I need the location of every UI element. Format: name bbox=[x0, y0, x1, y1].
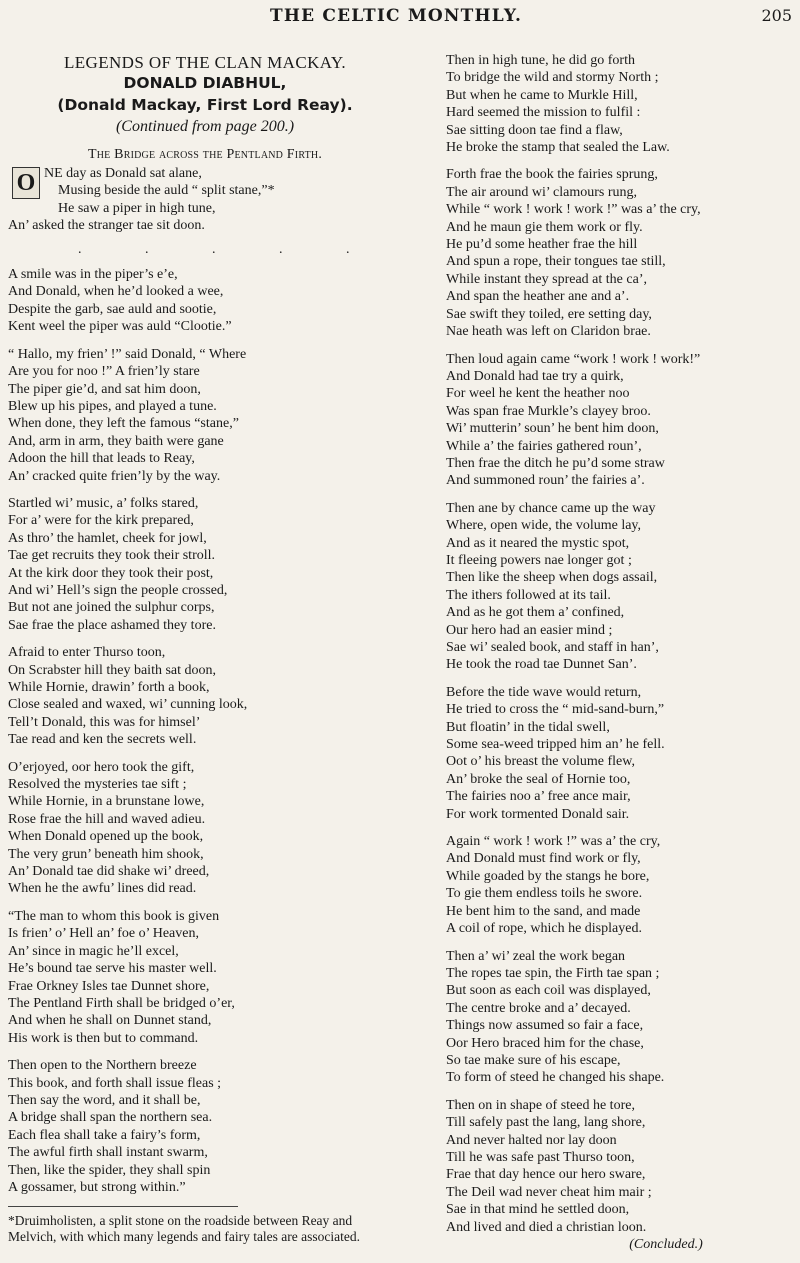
verse-line: A smile was in the piper’s e’e, bbox=[8, 267, 178, 283]
verse-line: Hard seemed the mission to fulfil : bbox=[446, 105, 641, 121]
verse-line: The centre broke and a’ decayed. bbox=[446, 1000, 631, 1016]
journal-title: THE CELTIC MONTHLY. bbox=[270, 6, 523, 26]
verse-line: Afraid to enter Thurso toon, bbox=[8, 645, 166, 661]
stanza-15 bbox=[446, 948, 796, 1087]
stanza-6 bbox=[8, 759, 402, 898]
verse-line: But soon as each coil was displayed, bbox=[446, 983, 651, 999]
article-name: DONALD DIABHUL, bbox=[123, 74, 287, 93]
verse-line: And spun a rope, their tongues tae still, bbox=[446, 254, 666, 270]
verse-line: Till safely past the lang, lang shore, bbox=[446, 1115, 646, 1131]
verse-line: And, arm in arm, they baith were gane bbox=[8, 433, 224, 449]
verse-line: Things now assumed so fair a face, bbox=[446, 1018, 644, 1034]
stanza-14 bbox=[446, 833, 796, 937]
verse-line: Sae swift they toiled, ere setting day, bbox=[446, 306, 652, 322]
verse-line: To form of steed he changed his shape. bbox=[446, 1070, 665, 1086]
verse-line: Some sea-weed tripped him an’ he fell. bbox=[446, 737, 665, 753]
verse-line: Wi’ mutterin’ soun’ he bent him doon, bbox=[446, 421, 659, 437]
verse-line: Resolved the mysteries tae sift ; bbox=[8, 777, 187, 793]
verse-line: Despite the garb, sae auld and sootie, bbox=[8, 301, 217, 317]
verse-line: And Donald, when he’d looked a wee, bbox=[8, 284, 224, 300]
verse-line: Is frien’ o’ Hell an’ foe o’ Heaven, bbox=[8, 926, 199, 942]
verse-line: Close sealed and waxed, wi’ cunning look, bbox=[8, 697, 248, 713]
verse-line: But not ane joined the sulphur corps, bbox=[8, 600, 215, 616]
verse-line: His work is then but to command. bbox=[8, 1030, 199, 1046]
verse-line: The awful firth shall instant swarm, bbox=[8, 1145, 208, 1161]
verse-line: Tae read and ken the secrets well. bbox=[8, 732, 197, 748]
verse-line: The Deil wad never cheat him mair ; bbox=[446, 1184, 652, 1200]
verse-line: Frae that day hence our hero sware, bbox=[446, 1167, 646, 1183]
stanza-9 bbox=[446, 52, 796, 156]
stanza-1 bbox=[8, 165, 402, 235]
verse-line: And Donald must find work or fly, bbox=[446, 851, 641, 867]
verse-line: On Scrabster hill they baith sat doon, bbox=[8, 662, 217, 678]
verse-line: Oot o’ his breast the volume flew, bbox=[446, 754, 635, 770]
verse-line: It fleeing powers nae longer got ; bbox=[446, 552, 632, 568]
verse-line: For weel he kent the heather noo bbox=[446, 386, 630, 402]
verse-line: Then say the word, and it shall be, bbox=[8, 1092, 201, 1108]
verse-line: Kent weel the piper was auld “Clootie.” bbox=[8, 319, 232, 335]
verse-line: So tae make sure of his escape, bbox=[446, 1052, 621, 1068]
verse-line: The ropes tae spin, the Firth tae span ; bbox=[446, 965, 660, 981]
verse-line: Adoon the hill that leads to Reay, bbox=[8, 451, 195, 467]
verse-line: Forth frae the book the fairies sprung, bbox=[446, 167, 658, 183]
stanza-8 bbox=[8, 1057, 402, 1196]
verse-line: A bridge shall span the northern sea. bbox=[8, 1110, 213, 1126]
verse-line: A coil of rope, which he displayed. bbox=[446, 921, 642, 937]
verse-line: And when he shall on Dunnet stand, bbox=[8, 1013, 212, 1029]
verse-line: While Hornie, drawin’ forth a book, bbox=[8, 680, 210, 695]
verse-line: While a’ the fairies gathered roun’, bbox=[446, 438, 642, 454]
verse-line: NE day as Donald sat alane, bbox=[44, 166, 202, 182]
verse-line: Then a’ wi’ zeal the work began bbox=[446, 948, 626, 964]
verse-line: As thro’ the hamlet, cheek for jowl, bbox=[8, 530, 207, 546]
concluded-note: (Concluded.) bbox=[629, 1237, 703, 1252]
verse-line: He’s bound tae serve his master well. bbox=[8, 961, 217, 977]
verse-line: “ Hallo, my frien’ !” said Donald, “ Where bbox=[8, 346, 247, 362]
verse-line: Sae wi’ sealed book, and staff in han’, bbox=[446, 640, 659, 655]
verse-line: The Pentland Firth shall be bridged o’er, bbox=[8, 995, 235, 1011]
verse-line: “The man to whom this book is given bbox=[8, 908, 220, 924]
verse-line: Where, open wide, the volume lay, bbox=[446, 518, 642, 534]
verse-line: Then like the sheep when dogs assail, bbox=[446, 570, 658, 586]
verse-line: Sae frae the place ashamed they tore. bbox=[8, 617, 216, 633]
verse-line: And as he got them a’ confined, bbox=[446, 605, 625, 621]
verse-line: Sae in that mind he settled doon, bbox=[446, 1202, 630, 1218]
verse-line: An’ asked the stranger tae sit doon. bbox=[8, 218, 205, 234]
verse-line: Our hero had an easier mind ; bbox=[446, 622, 613, 638]
verse-line: An’ since in magic he’ll excel, bbox=[8, 943, 179, 959]
stanza-13 bbox=[446, 684, 796, 823]
verse-line: Till he was safe past Thurso toon, bbox=[446, 1149, 635, 1165]
stanza-7 bbox=[8, 908, 402, 1047]
verse-line: Are you for noo !” A frien’ly stare bbox=[8, 364, 200, 380]
verse-line: Then loud again came “work ! work ! work!” bbox=[446, 351, 701, 367]
verse-line: Sae sitting doon tae find a flaw, bbox=[446, 122, 623, 138]
verse-line: Was span frae Murkle’s clayey broo. bbox=[446, 403, 651, 419]
verse-line: A gossamer, but strong within.” bbox=[8, 1179, 186, 1195]
verse-line: And span the heather ane and a’. bbox=[446, 289, 630, 305]
stanza-16 bbox=[446, 1097, 796, 1254]
verse-line: To gie them endless toils he swore. bbox=[446, 886, 643, 902]
stanza-12 bbox=[446, 500, 796, 674]
verse-line: While “ work ! work ! work !” was a’ the cry, bbox=[446, 202, 701, 218]
verse-line: While Hornie, in a brunstane lowe, bbox=[8, 794, 205, 810]
verse-line: Rose frae the hill and waved adieu. bbox=[8, 811, 206, 827]
right-column bbox=[446, 52, 796, 1263]
verse-line: The ithers followed at its tail. bbox=[446, 587, 611, 603]
verse-line: He saw a piper in high tune, bbox=[58, 200, 216, 216]
section-title: The Bridge across the Pentland Firth. bbox=[87, 146, 323, 162]
verse-line: Oor Hero braced him for the chase, bbox=[446, 1035, 644, 1051]
article-title: LEGENDS OF THE CLAN MACKAY. bbox=[63, 53, 347, 72]
verse-line: Nae heath was left on Claridon brae. bbox=[446, 324, 651, 340]
footnote-rule bbox=[8, 1206, 238, 1207]
verse-line: O’erjoyed, oor hero took the gift, bbox=[8, 759, 195, 775]
verse-line: And lived and died a christian loon. bbox=[446, 1219, 647, 1235]
verse-line: This book, and forth shall issue fleas ; bbox=[8, 1075, 222, 1091]
verse-line: Each flea shall take a fairy’s form, bbox=[8, 1127, 201, 1143]
verse-line: An’ broke the seal of Hornie too, bbox=[446, 771, 631, 787]
verse-line: Tae get recruits they took their stroll. bbox=[8, 548, 216, 564]
verse-line: The air around wi’ clamours rung, bbox=[446, 184, 638, 200]
verse-line: Tell’t Donald, this was for himsel’ bbox=[8, 714, 201, 730]
stanza-4 bbox=[8, 495, 402, 634]
verse-line: He bent him to the sand, and made bbox=[446, 903, 641, 919]
verse-line: Frae Orkney Isles tae Dunnet shore, bbox=[8, 978, 210, 994]
verse-line: For work tormented Donald sair. bbox=[446, 806, 630, 822]
verse-line: He tried to cross the “ mid-sand-burn,” bbox=[446, 702, 665, 718]
verse-line: But floatin’ in the tidal swell, bbox=[446, 719, 610, 735]
verse-line: The very grun’ beneath him shook, bbox=[8, 846, 204, 862]
verse-line: And he maun gie them work or fly. bbox=[446, 219, 643, 235]
verse-line: Again “ work ! work !” was a’ the cry, bbox=[446, 834, 661, 850]
verse-line: At the kirk door they took their post, bbox=[8, 565, 214, 581]
verse-line: And Donald had tae try a quirk, bbox=[446, 368, 624, 384]
running-head bbox=[0, 0, 800, 34]
verse-line: The piper gie’d, and sat him doon, bbox=[8, 381, 201, 397]
stanza-11 bbox=[446, 351, 796, 490]
verse-line: When done, they left the famous “stane,” bbox=[8, 416, 239, 432]
stanza-10 bbox=[446, 166, 796, 340]
verse-line: He pu’d some heather frae the hill bbox=[446, 237, 638, 253]
stanza-2 bbox=[8, 266, 402, 336]
verse-line: Then frae the ditch he pu’d some straw bbox=[446, 455, 665, 471]
verse-line: Then, like the spider, they shall spin bbox=[8, 1162, 211, 1178]
verse-line: Then in high tune, he did go forth bbox=[446, 53, 635, 68]
verse-line: But when he came to Murkle Hill, bbox=[446, 87, 638, 103]
verse-line: While goaded by the stangs he bore, bbox=[446, 868, 650, 884]
verse-line: He broke the stamp that sealed the Law. bbox=[446, 140, 670, 156]
verse-line: To bridge the wild and stormy North ; bbox=[446, 70, 659, 86]
footnote: *Druimholisten, a split stone on the roadside between Reay and Melvich, with which many legends and fairy tales are associated. bbox=[8, 1213, 361, 1245]
stanza-5 bbox=[8, 644, 402, 748]
left-column bbox=[8, 54, 402, 1245]
continued-note: (Continued from page 200.) bbox=[115, 118, 295, 136]
verse-line: Startled wi’ music, a’ folks stared, bbox=[8, 495, 199, 511]
verse-line: And as it neared the mystic spot, bbox=[446, 535, 630, 551]
verse-line: And never halted nor lay doon bbox=[446, 1132, 617, 1148]
verse-line: When Donald opened up the book, bbox=[8, 829, 204, 845]
verse-line: Musing beside the auld “ split stane,”* bbox=[58, 183, 275, 199]
verse-line: While instant they spread at the ca’, bbox=[446, 271, 647, 287]
dropcap-letter: O bbox=[12, 167, 40, 199]
article-subtitle: (Donald Mackay, First Lord Reay). bbox=[57, 95, 353, 114]
verse-line: The fairies noo a’ free ance mair, bbox=[446, 789, 631, 805]
verse-line: Before the tide wave would return, bbox=[446, 684, 642, 700]
verse-line: Then open to the Northern breeze bbox=[8, 1058, 197, 1074]
verse-line: Then ane by chance came up the way bbox=[446, 500, 656, 516]
verse-line: For a’ were for the kirk prepared, bbox=[8, 513, 194, 529]
verse-line: And summoned roun’ the fairies a’. bbox=[446, 473, 645, 489]
verse-line: An’ cracked quite frien’ly by the way. bbox=[8, 468, 221, 484]
verse-line: And wi’ Hell’s sign the people crossed, bbox=[8, 582, 228, 598]
ellipsis-row: . . . . . bbox=[78, 241, 380, 257]
verse-line: He took the road tae Dunnet San’. bbox=[446, 657, 637, 673]
page-number: 205 bbox=[761, 6, 792, 25]
stanza-3 bbox=[8, 346, 402, 485]
verse-line: Then on in shape of steed he tore, bbox=[446, 1097, 635, 1113]
verse-line: Blew up his pipes, and played a tune. bbox=[8, 398, 217, 414]
verse-line: When he the awfu’ lines did read. bbox=[8, 881, 197, 897]
verse-line: An’ Donald tae did shake wi’ dreed, bbox=[8, 864, 210, 880]
